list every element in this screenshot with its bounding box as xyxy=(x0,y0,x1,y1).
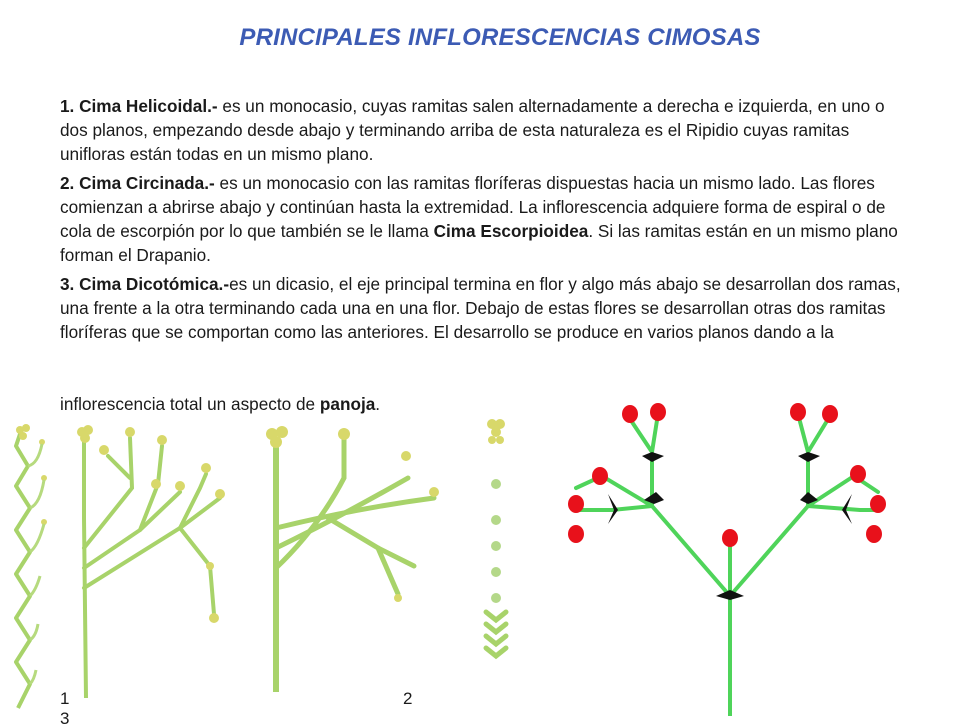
figure-ripidio xyxy=(60,418,230,698)
paragraph-text: es un dicasio, el eje principal termina en flor y algo más abajo se desarrollan dos ramas, una frente a la otra terminando cada una en una flor. Debajo de estas flores se desarrollan otras dos ramitas floríferas que se comportan como las anteriores. El desarrollo se produce en varios planos dando a la xyxy=(60,274,901,342)
term-cima-dicotomica: 3. Cima Dicotómica.- xyxy=(60,274,230,294)
paragraph-cima-circinada xyxy=(60,171,910,267)
term-cima-helicoidal: 1. Cima Helicoidal.- xyxy=(60,96,218,116)
figure-label-2: 2 xyxy=(403,689,413,708)
term-cima-escorpioidea: Cima Escorpioidea xyxy=(433,221,589,241)
figure-label-1: 1 xyxy=(60,689,70,708)
paragraph-text: es un monocasio, cuyas ramitas salen alternadamente a derecha e izquierda, en uno o dos planos, empezando desde abajo y terminando arriba de esta naturaleza es el Ripidio cuyas ramitas unifloras están todas en un mismo plano. xyxy=(60,96,885,164)
figure-helicoidal-zigzag xyxy=(4,418,50,718)
paragraph-cima-helicoidal xyxy=(60,94,910,166)
paragraph-cima-dicotomica xyxy=(60,272,910,344)
page-title: PRINCIPALES INFLORESCENCIAS CIMOSAS xyxy=(239,24,761,51)
figure-cima-circinada xyxy=(258,418,458,692)
paragraph-text: . Si las ramitas están en un mismo plano forman el Drapanio. xyxy=(60,221,898,265)
paragraph-end: . xyxy=(375,394,381,414)
figure-cima-dicotomica xyxy=(560,400,896,716)
paragraph-text: es un monocasio con las ramitas floríferas dispuestas hacia un mismo lado. Las flores comienzan a abrirse abajo y continúan hasta la extremidad. La inflorescencia adquiere forma de espiral o de cola de escorpión por lo que también se le llama xyxy=(60,173,886,241)
body-text xyxy=(60,94,910,349)
term-panoja: panoja xyxy=(319,394,376,414)
term-cima-circinada: 2. Cima Circinada.- xyxy=(60,173,215,193)
paragraph-text: inflorescencia total un aspecto de xyxy=(60,394,320,414)
paragraph-cima-dicotomica-continued xyxy=(60,392,380,416)
figure-label-3: 3 xyxy=(60,709,70,728)
figure-cima-escorpioidea xyxy=(476,416,520,662)
